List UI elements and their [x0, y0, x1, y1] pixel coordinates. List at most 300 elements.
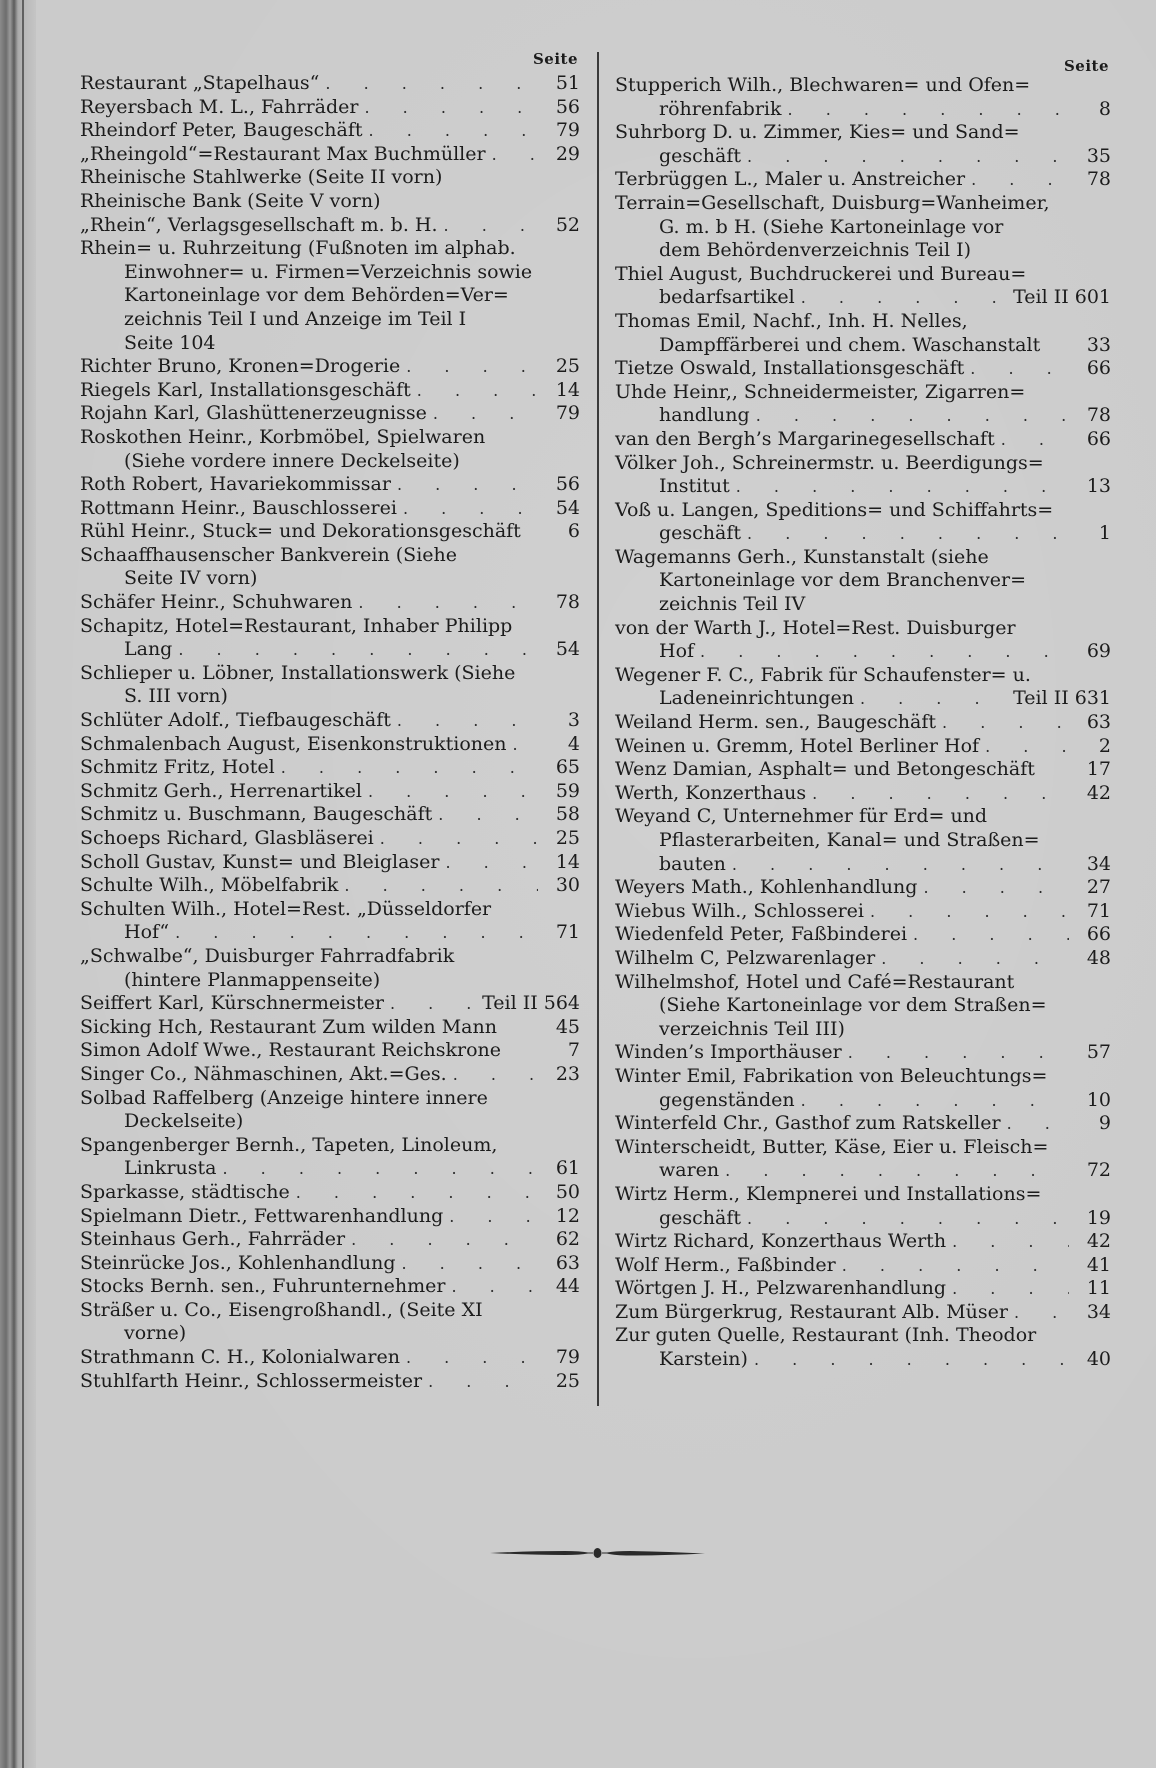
leader-dots: [390, 992, 474, 1016]
entry-continuation-line: [80, 685, 580, 709]
entry-text: Wenz Damian, Asphalt= und Betongeschäft: [615, 758, 1035, 781]
page-number: 34: [1086, 852, 1111, 875]
page-number: 27: [1086, 876, 1111, 899]
entry-text: G. m. b H. (Siehe Kartoneinlage vor: [659, 215, 1004, 238]
page-number: 25: [555, 355, 580, 378]
entry-line: [615, 876, 1111, 900]
page-number: 30: [555, 874, 580, 897]
entry-text: Terbrüggen L., Maler u. Anstreicher: [615, 168, 966, 191]
index-entry: [615, 617, 1111, 664]
entry-text: Singer Co., Nähmaschinen, Akt.=Ges.: [80, 1062, 447, 1085]
entry-line: [615, 900, 1111, 924]
entry-text: Roth Robert, Havariekommissar: [80, 473, 391, 496]
entry-text: handlung: [659, 404, 750, 427]
page-number: 42: [1086, 781, 1111, 804]
entry-text: Thiel August, Buchdruckerei und Bureau=: [615, 262, 1027, 285]
index-entry: [80, 544, 580, 591]
entry-text: Winter Emil, Fabrikation von Beleuchtungs=: [615, 1064, 1048, 1087]
index-entry: [80, 992, 580, 1016]
entry-line: [80, 143, 580, 167]
index-entry: [615, 381, 1111, 428]
entry-continuation-line: [615, 853, 1111, 877]
entry-continuation-line: [615, 1159, 1111, 1183]
leader-dots: [952, 1230, 1069, 1254]
leader-dots: [397, 709, 538, 733]
book-binding-edge: [0, 0, 36, 1768]
entry-line: [615, 1277, 1111, 1301]
leader-dots: [433, 402, 538, 426]
entry-line: [615, 499, 1111, 523]
index-entry: [80, 756, 580, 780]
entry-text: geschäft: [659, 1206, 742, 1229]
entry-text: bedarfsartikel: [659, 286, 795, 309]
entry-text: geschäft: [659, 144, 742, 167]
index-entry: [80, 1016, 580, 1040]
index-entry: [80, 1228, 580, 1252]
entry-line: [80, 214, 580, 238]
entry-text: Spangenberger Bernh., Tapeten, Linoleum,: [80, 1133, 498, 1156]
entry-continuation-line: [615, 829, 1111, 853]
index-entry: [80, 1087, 580, 1134]
index-entry: [615, 192, 1111, 263]
page-number: 2: [1098, 734, 1111, 757]
leader-dots: [732, 853, 1069, 877]
index-entry: [615, 1277, 1111, 1301]
index-entry: [615, 452, 1111, 499]
entry-line: [615, 947, 1111, 971]
leader-dots: [736, 475, 1069, 499]
entry-text: Winterfeld Chr., Gasthof zum Ratskeller: [615, 1112, 1001, 1135]
page-number: 6: [567, 520, 580, 543]
entry-text: Zur guten Quelle, Restaurant (Inh. Theodor: [615, 1324, 1037, 1347]
entry-continuation-line: [80, 332, 580, 356]
entry-text: Thomas Emil, Nachf., Inh. H. Nelles,: [615, 309, 968, 332]
entry-text: Einwohner= u. Firmen=Verzeichnis sowie: [124, 260, 533, 283]
right-seite-header: Seite: [1063, 57, 1109, 75]
entry-line: [80, 190, 580, 214]
page-number: 65: [555, 756, 580, 779]
entry-continuation-line: [80, 1157, 580, 1181]
teil-label: Teil II: [482, 992, 538, 1015]
page-number: 14: [555, 378, 580, 401]
entry-text: Suhrborg D. u. Zimmer, Kies= und Sand=: [615, 121, 1020, 144]
page-number: 79: [555, 1346, 580, 1369]
entry-text: Wirtz Richard, Konzerthaus Werth: [615, 1230, 947, 1253]
leader-dots: [325, 72, 538, 96]
leader-dots: [1001, 428, 1069, 452]
index-entry: [80, 143, 580, 167]
page-number: 13: [1086, 475, 1111, 498]
entry-continuation-line: [615, 687, 1111, 711]
entry-text: röhrenfabrik: [659, 97, 782, 120]
entry-line: [80, 1063, 580, 1087]
leader-dots: [449, 1205, 538, 1229]
index-entry: [80, 662, 580, 709]
index-entry: [80, 497, 580, 521]
entry-text: Wegener F. C., Fabrik für Schaufenster= u.: [615, 663, 1031, 686]
right-column: [615, 46, 1111, 1372]
entry-line: [80, 119, 580, 143]
entry-line: [615, 1136, 1111, 1160]
entry-line: [80, 237, 580, 261]
index-entry: [615, 499, 1111, 546]
entry-line: [615, 168, 1111, 192]
entry-line: [80, 780, 580, 804]
index-entry: [615, 664, 1111, 711]
index-entry: [80, 379, 580, 403]
entry-line: [615, 1112, 1111, 1136]
leader-dots: [358, 591, 538, 615]
page-number: 33: [1086, 333, 1111, 356]
entry-line: [615, 263, 1111, 287]
index-entry: [615, 1301, 1111, 1325]
index-entry: [80, 898, 580, 945]
page-number: 79: [555, 402, 580, 425]
entry-line: [615, 192, 1111, 216]
entry-text: Solbad Raffelberg (Anzeige hintere innere: [80, 1086, 488, 1109]
teil-label: Teil II: [1013, 286, 1069, 309]
entry-line: [615, 1254, 1111, 1278]
page-number: 51: [555, 72, 580, 94]
page-number: 54: [555, 496, 580, 519]
index-entry: [615, 1254, 1111, 1278]
page-number: 44: [555, 1275, 580, 1298]
index-entry: [80, 190, 580, 214]
page-number: 78: [1086, 404, 1111, 427]
entry-text: Linkrusta: [124, 1157, 217, 1180]
leader-dots: [417, 379, 538, 403]
leader-dots: [870, 900, 1069, 924]
index-entry: [80, 1299, 580, 1346]
leader-dots: [812, 782, 1069, 806]
page-number: 59: [555, 779, 580, 802]
index-entry: [80, 1370, 580, 1394]
index-entry: [80, 615, 580, 662]
entry-text: gegenständen: [659, 1088, 795, 1111]
index-entry: [615, 1324, 1111, 1371]
index-entry: [615, 971, 1111, 1042]
entry-line: [615, 711, 1111, 735]
index-entry: [80, 1205, 580, 1229]
entry-continuation-line: [615, 593, 1111, 617]
leader-dots: [492, 143, 538, 167]
index-entry: [80, 96, 580, 120]
entry-text: Rheinische Stahlwerke (Seite II vorn): [80, 166, 443, 189]
index-entry: [615, 263, 1111, 310]
entry-line: [80, 1205, 580, 1229]
entry-continuation-line: [615, 1018, 1111, 1042]
index-entry: [80, 1039, 580, 1063]
entry-text: Schapitz, Hotel=Restaurant, Inhaber Philipp: [80, 614, 513, 637]
index-entry: [80, 402, 580, 426]
entry-continuation-line: [615, 1207, 1111, 1231]
page-number: 23: [555, 1062, 580, 1085]
entry-text: Rühl Heinr., Stuck= und Dekorationsgeschäft: [80, 520, 521, 543]
column-divider: [597, 52, 599, 1406]
page-number: 14: [555, 850, 580, 873]
entry-text: Steinhaus Gerh., Fahrräder: [80, 1228, 346, 1251]
page-number: 12: [555, 1204, 580, 1227]
page-number: 9: [1098, 1112, 1111, 1135]
entry-text: Ladeneinrichtungen: [659, 687, 854, 710]
entry-text: Weyers Math., Kohlenhandlung: [615, 876, 918, 899]
page-number: 45: [555, 1015, 580, 1038]
entry-continuation-line: [615, 286, 1111, 310]
page-number: 11: [1086, 1277, 1111, 1300]
entry-text: Institut: [659, 475, 730, 498]
leader-dots: [756, 404, 1069, 428]
entry-text: Riegels Karl, Installationsgeschäft: [80, 378, 411, 401]
entry-text: Zum Bürgerkrug, Restaurant Alb. Müser: [615, 1300, 1008, 1323]
leader-dots: [451, 1275, 538, 1299]
entry-text: geschäft: [659, 522, 742, 545]
entry-text: Deckelseite): [124, 1110, 244, 1133]
page-number: 25: [555, 1369, 580, 1392]
entry-text: verzeichnis Teil III): [659, 1017, 845, 1040]
entry-line: [80, 874, 580, 898]
leader-dots: [842, 1254, 1069, 1278]
leader-dots: [985, 735, 1069, 759]
entry-text: vorne): [124, 1322, 187, 1345]
entry-continuation-line: [615, 239, 1111, 263]
entry-text: (Siehe Kartoneinlage vor dem Straßen=: [659, 994, 1047, 1017]
entry-text: Wilhelm C, Pelzwarenlager: [615, 946, 876, 969]
leader-dots: [444, 214, 538, 238]
index-entry: [615, 947, 1111, 971]
entry-line: [615, 357, 1111, 381]
entry-text: Weyand C, Unternehmer für Erd= und: [615, 805, 988, 828]
page-number: 63: [555, 1251, 580, 1274]
entry-text: Richter Bruno, Kronen=Drogerie: [80, 355, 401, 378]
page-number: 4: [567, 732, 580, 755]
page-number: 34: [1086, 1300, 1111, 1323]
entry-line: [80, 1228, 580, 1252]
entry-continuation-line: [80, 308, 580, 332]
entry-continuation-line: [80, 921, 580, 945]
page-number: 78: [1086, 168, 1111, 191]
entry-text: Strathmann C. H., Kolonialwaren: [80, 1346, 400, 1369]
index-entry: [615, 168, 1111, 192]
entry-line: [615, 428, 1111, 452]
entry-line: [80, 1016, 580, 1040]
entry-text: Roskothen Heinr., Korbmöbel, Spielwaren: [80, 425, 486, 448]
entry-text: Schmitz Fritz, Hotel: [80, 756, 275, 779]
index-entry: [80, 237, 580, 355]
entry-continuation-line: [615, 334, 1111, 358]
leader-dots: [512, 733, 538, 757]
entry-line: [615, 805, 1111, 829]
entry-text: Rheindorf Peter, Baugeschäft: [80, 119, 363, 142]
entry-text: Wiedenfeld Peter, Faßbinderei: [615, 923, 908, 946]
entry-line: [80, 1346, 580, 1370]
entry-line: [80, 166, 580, 190]
page-number: 69: [1086, 640, 1111, 663]
entry-text: Schmalenbach August, Eisenkonstruktionen: [80, 732, 507, 755]
index-entry: [615, 357, 1111, 381]
entry-text: Rottmann Heinr., Bauschlosserei: [80, 496, 397, 519]
index-entry: [80, 780, 580, 804]
page-number: 52: [555, 213, 580, 236]
leader-dots: [406, 1346, 538, 1370]
index-entry: [80, 709, 580, 733]
leader-dots: [970, 357, 1069, 381]
index-entry: [80, 803, 580, 827]
page-number: 71: [555, 921, 580, 944]
entry-text: S. III vorn): [124, 685, 228, 708]
entry-line: [80, 591, 580, 615]
entry-line: [80, 992, 580, 1016]
entry-text: Sicking Hch, Restaurant Zum wilden Mann: [80, 1015, 497, 1038]
entry-line: [80, 662, 580, 686]
entry-continuation-line: [615, 522, 1111, 546]
index-entry: [615, 735, 1111, 759]
page-number: 66: [1086, 923, 1111, 946]
page-number: 3: [567, 709, 580, 732]
entry-text: Völker Joh., Schreinermstr. u. Beerdigungs=: [615, 451, 1044, 474]
index-entry: [80, 945, 580, 992]
entry-text: „Schwalbe“, Duisburger Fahrradfabrik: [80, 944, 455, 967]
leader-dots: [438, 803, 538, 827]
entry-line: [80, 473, 580, 497]
leader-dots: [397, 473, 538, 497]
leader-dots: [801, 286, 1005, 310]
entry-line: [615, 617, 1111, 641]
leader-dots: [446, 851, 539, 875]
entry-text: Rojahn Karl, Glashüttenerzeugnisse: [80, 402, 427, 425]
index-entry: [80, 1252, 580, 1276]
entry-text: Sträßer u. Co., Eisengroßhandl., (Seite XI: [80, 1298, 483, 1321]
leader-dots: [368, 780, 538, 804]
leader-dots: [747, 145, 1069, 169]
entry-text: Weiland Herm. sen., Baugeschäft: [615, 711, 937, 734]
entry-continuation-line: [80, 450, 580, 474]
entry-line: [80, 756, 580, 780]
entry-text: Schoeps Richard, Glasbläserei: [80, 827, 374, 849]
entry-line: [615, 1183, 1111, 1207]
leader-dots: [860, 687, 1005, 711]
entry-text: bauten: [659, 852, 726, 875]
index-entry: [80, 827, 580, 851]
entry-text: dem Behördenverzeichnis Teil I): [659, 239, 971, 262]
page-number: 56: [555, 473, 580, 496]
page-number: 19: [1086, 1206, 1111, 1229]
index-entry: [80, 119, 580, 143]
page-number: 631: [1074, 687, 1111, 710]
leader-dots: [747, 522, 1069, 546]
entry-text: Schlieper u. Löbner, Installationswerk (Siehe: [80, 661, 516, 684]
page-number: 25: [555, 827, 580, 849]
entry-text: Schulten Wilh., Hotel=Rest. „Düsseldorfer: [80, 897, 492, 920]
leader-dots: [178, 638, 538, 662]
entry-text: Karstein): [659, 1348, 748, 1371]
page-number: 50: [555, 1180, 580, 1203]
entry-line: [80, 709, 580, 733]
entry-text: Seite 104: [124, 331, 216, 354]
leader-dots: [848, 1041, 1069, 1065]
page-number: 66: [1086, 427, 1111, 450]
entry-text: Schaaffhausenscher Bankverein (Siehe: [80, 543, 458, 566]
entry-text: Uhde Heinr,, Schneidermeister, Zigarren=: [615, 380, 1026, 403]
index-entry: [80, 1275, 580, 1299]
page-number: 62: [555, 1228, 580, 1251]
entry-text: Winterscheidt, Butter, Käse, Eier u. Fleisch=: [615, 1135, 1049, 1158]
index-entry: [615, 74, 1111, 121]
entry-line: [80, 1134, 580, 1158]
entry-text: Schlüter Adolf., Tiefbaugeschäft: [80, 709, 391, 732]
page-number: 58: [555, 803, 580, 826]
entry-line: [80, 898, 580, 922]
page-number: 10: [1086, 1088, 1111, 1111]
index-entry: [80, 72, 580, 96]
entry-text: Scholl Gustav, Kunst= und Bleiglaser: [80, 850, 440, 873]
leader-dots: [369, 119, 538, 143]
entry-continuation-line: [80, 261, 580, 285]
leader-dots: [402, 1252, 539, 1276]
entry-continuation-line: [80, 284, 580, 308]
page-number: 41: [1086, 1253, 1111, 1276]
entry-line: [615, 381, 1111, 405]
leader-dots: [881, 947, 1069, 971]
leader-dots: [942, 711, 1069, 735]
entry-line: [615, 121, 1111, 145]
leader-dots: [403, 497, 538, 521]
leader-dots: [754, 1348, 1069, 1372]
entry-text: Hof: [659, 640, 695, 663]
leader-dots: [913, 923, 1069, 947]
entry-text: Tietze Oswald, Installationsgeschäft: [615, 357, 965, 380]
entry-line: [80, 1181, 580, 1205]
entry-line: [615, 310, 1111, 334]
entry-line: [615, 452, 1111, 476]
page-number: 42: [1086, 1230, 1111, 1253]
entry-line: [80, 497, 580, 521]
page-number: 78: [555, 591, 580, 614]
leader-dots: [406, 355, 538, 379]
entry-line: [80, 520, 580, 544]
index-entry: [615, 1183, 1111, 1230]
index-entry: [615, 1230, 1111, 1254]
entry-line: [615, 758, 1111, 782]
leader-dots: [281, 756, 538, 780]
entry-continuation-line: [615, 475, 1111, 499]
entry-continuation-line: [615, 404, 1111, 428]
page-number: 40: [1086, 1348, 1111, 1371]
entry-line: [615, 971, 1111, 995]
end-ornament-icon: [490, 1545, 705, 1561]
entry-continuation-line: [615, 145, 1111, 169]
page-number: 564: [543, 992, 580, 1015]
leader-dots: [788, 98, 1069, 122]
page-number: 8: [1098, 97, 1111, 120]
index-entry: [615, 310, 1111, 357]
entry-text: Hof“: [124, 921, 170, 944]
page-number: 1: [1098, 522, 1111, 545]
entry-line: [80, 1275, 580, 1299]
entry-text: Schmitz Gerh., Herrenartikel: [80, 779, 362, 802]
entry-continuation-line: [615, 1089, 1111, 1113]
entry-line: [80, 615, 580, 639]
leader-dots: [700, 640, 1069, 664]
page-number: 61: [555, 1157, 580, 1180]
index-entry: [615, 428, 1111, 452]
entry-text: waren: [659, 1159, 720, 1182]
entry-text: Stupperich Wilh., Blechwaren= und Ofen=: [615, 74, 1031, 96]
entry-text: Simon Adolf Wwe., Restaurant Reichskrone: [80, 1039, 502, 1062]
entry-text: Wolf Herm., Faßbinder: [615, 1253, 836, 1276]
entry-continuation-line: [80, 1322, 580, 1346]
page-number: 7: [567, 1039, 580, 1062]
leader-dots: [453, 1063, 538, 1087]
